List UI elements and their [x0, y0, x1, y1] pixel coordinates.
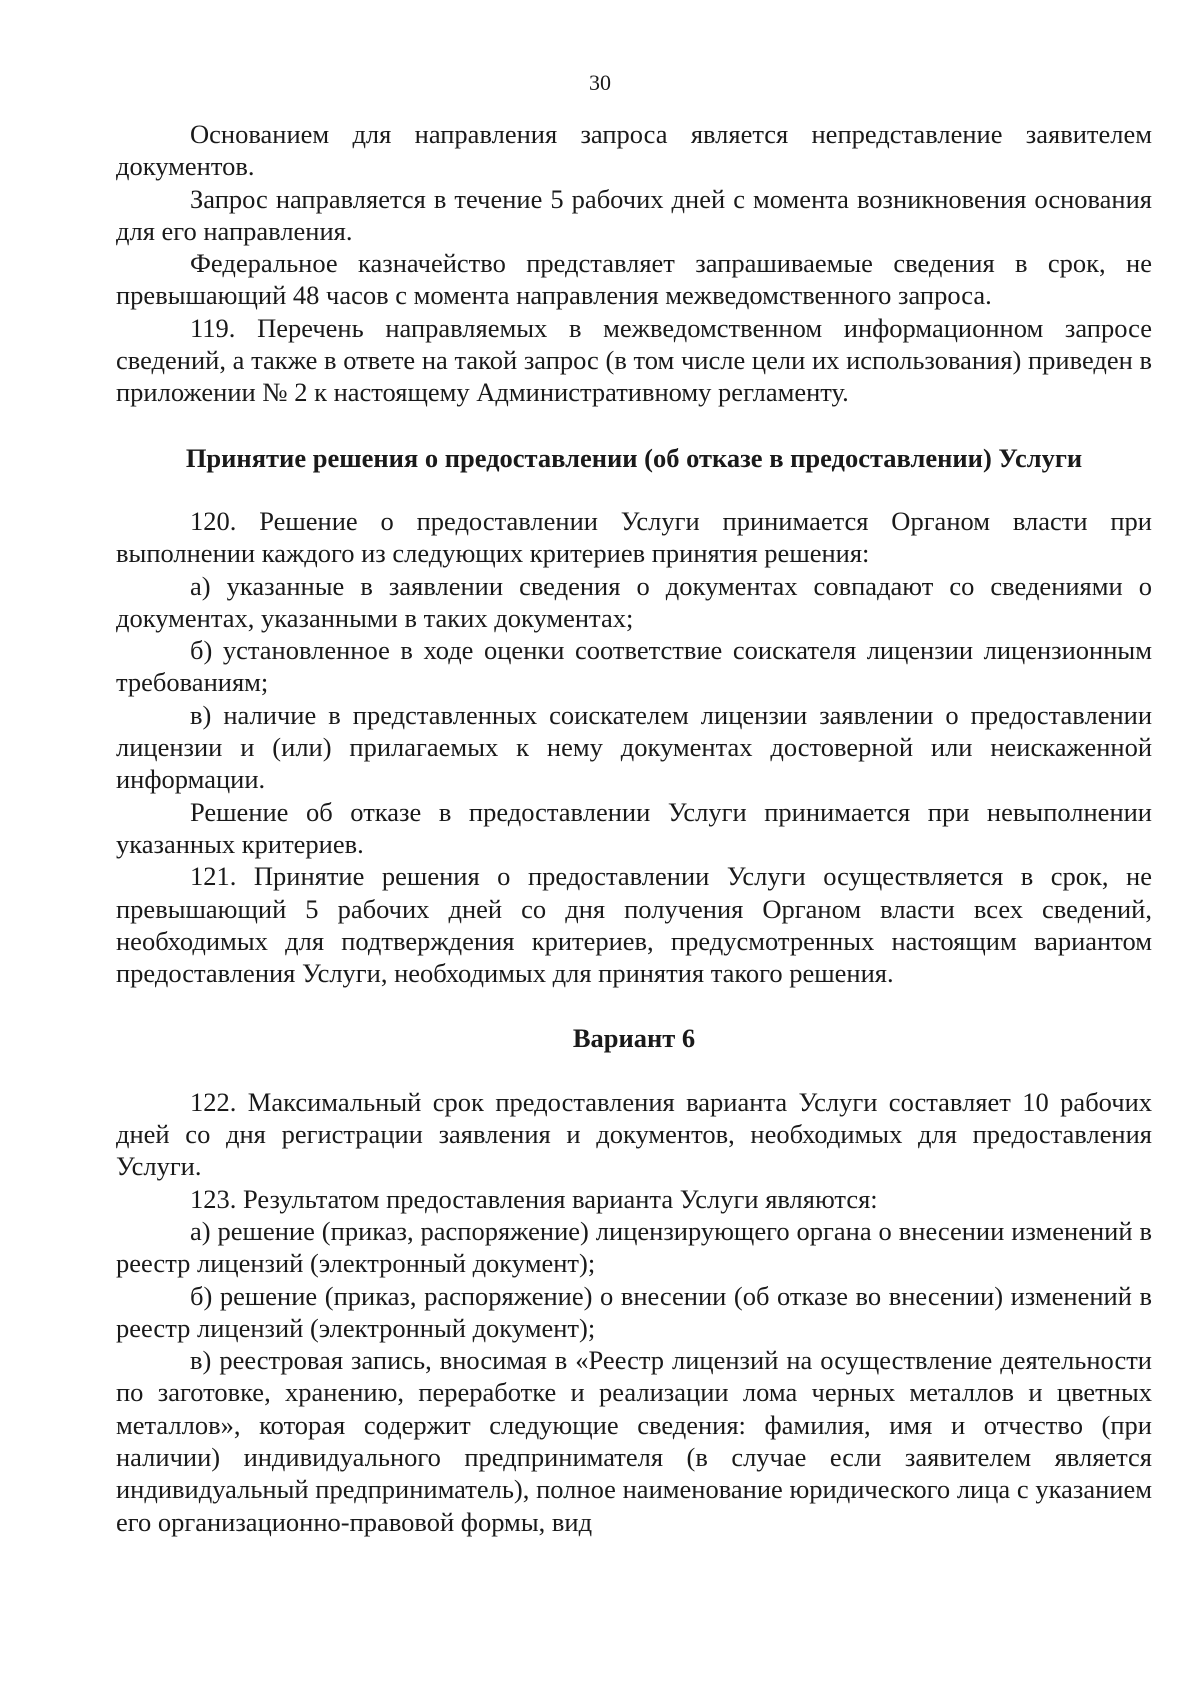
paragraph: б) установленное в ходе оценки соответствие соискателя лицензии лицензионным требованиям; [116, 635, 1152, 698]
paragraph: б) решение (приказ, распоряжение) о внесении (об отказе во внесении) изменений в реестр лицензий (электронный документ); [116, 1280, 1152, 1343]
paragraph: Решение об отказе в предоставлении Услуги принимается при невыполнении указанных критериев. [116, 796, 1152, 859]
paragraph: Запрос направляется в течение 5 рабочих дней с момента возникновения основания для его направления. [116, 183, 1152, 246]
paragraph: Основанием для направления запроса является непредставление заявителем документов. [116, 119, 1152, 182]
section-heading: Вариант 6 [572, 1023, 696, 1054]
paragraph: 122. Максимальный срок предоставления варианта Услуги составляет 10 рабочих дней со дня регистрации заявления и документов, необходимых для предоставления Услуги. [116, 1086, 1152, 1182]
paragraph: Федеральное казначейство представляет запрашиваемые сведения в срок, не превышающий 48 часов с момента направления межведомственного запроса. [116, 248, 1152, 311]
paragraph: а) указанные в заявлении сведения о документах совпадают со сведениями о документах, указанными в таких документах; [116, 570, 1152, 633]
paragraph: 123. Результатом предоставления варианта Услуги являются: [190, 1183, 878, 1214]
paragraph: 120. Решение о предоставлении Услуги принимается Органом власти при выполнении каждого из следующих критериев принятия решения: [116, 505, 1152, 569]
paragraph: 121. Принятие решения о предоставлении Услуги осуществляется в срок, не превышающий 5 рабочих дней со дня получения Органом власти всех сведений, необходимых для подтверждения критериев, предусмотренных настоящим вариантом предоставления Услуги, необходимых для принятия такого решения. [116, 861, 1152, 989]
paragraph: в) наличие в представленных соискателем лицензии заявлении о предоставлении лицензии и (или) прилагаемых к нему документах достоверной или неискаженной информации. [116, 699, 1152, 795]
section-heading: Принятие решения о предоставлении (об отказе в предоставлении) Услуги [185, 442, 1083, 473]
paragraph: в) реестровая запись, вносимая в «Реестр лицензий на осуществление деятельности по заготовке, хранению, переработке и реализации лома черных металлов и цветных металлов», которая содержит следующие сведения: фамилия, имя и отчество (при наличии) индивидуального предпринимателя (в случае если заявителем является индивидуальный предприниматель), полное наименование юридического лица с указанием его организационно-правовой формы, вид [116, 1345, 1152, 1537]
page-number: 30 [589, 70, 611, 95]
document-body [116, 118, 1152, 1538]
paragraph: 119. Перечень направляемых в межведомственном информационном запросе сведений, а также в ответе на такой запрос (в том числе цели их использования) приведен в приложении № 2 к настоящему Административному регламенту. [116, 312, 1152, 408]
paragraph: а) решение (приказ, распоряжение) лицензирующего органа о внесении изменений в реестр лицензий (электронный документ); [116, 1215, 1152, 1279]
